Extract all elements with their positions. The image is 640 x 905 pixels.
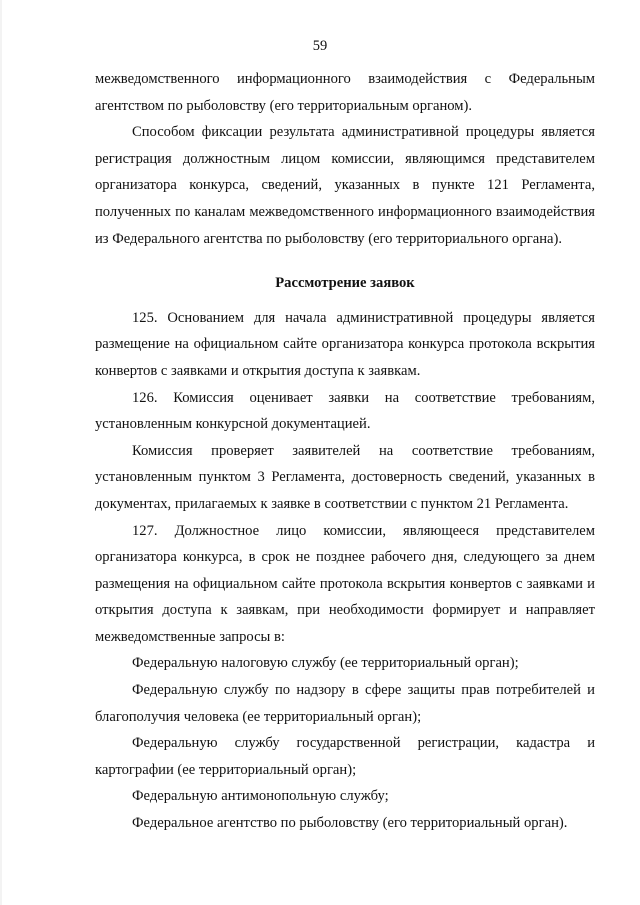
document-body [95, 66, 595, 837]
list-item-fisheries-agency: Федеральное агентство по рыболовству (его территориальный орган). [132, 815, 568, 832]
list-item-tax-service: Федеральную налоговую службу (ее территориальный орган); [132, 655, 519, 672]
paragraph-126-commission: Комиссия проверяет заявителей на соответствие требованиям, установленным пунктом 3 Регламента, достоверность сведений, указанных в документах, прилагаемых к заявке в соответствии с пунктом 21 Регламента. [95, 442, 595, 512]
paragraph-fixation: Способом фиксации результата административной процедуры является регистрация должностным лицом комиссии, являющимся представителем организатора конкурса, сведений, указанных в пункте 121 Регламента, полученных по каналам межведомственного информационного взаимодействия из Федерального агентства по рыболовству (его территориального органа). [95, 124, 595, 247]
paragraph-125: 125. Основанием для начала административной процедуры является размещение на официальном сайте организатора конкурса протокола вскрытия конвертов с заявками и открытия доступа к заявкам. [95, 309, 595, 379]
list-item-registration-service: Федеральную службу государственной регистрации, кадастра и картографии (ее территориальный орган); [95, 735, 595, 778]
paragraph-continuation: межведомственного информационного взаимодействия с Федеральным агентством по рыболовству (его территориальным органом). [95, 71, 595, 114]
paragraph-127: 127. Должностное лицо комиссии, являющееся представителем организатора конкурса, в срок не позднее рабочего дня, следующего за днем размещения на официальном сайте протокола вскрытия конвертов с заявками и открытия доступа к заявкам, при необходимости формирует и направляет межведомственные запросы в: [95, 522, 595, 645]
paragraph-126: 126. Комиссия оценивает заявки на соответствие требованиям, установленным конкурсной документацией. [95, 389, 595, 433]
list-item-consumer-protection: Федеральную службу по надзору в сфере защиты прав потребителей и благополучия человека (ее территориальный орган); [95, 682, 595, 725]
page-number: 59 [312, 38, 328, 54]
section-heading: Рассмотрение заявок [275, 275, 415, 292]
scan-edge [0, 0, 2, 905]
list-item-antimonopoly-service: Федеральную антимонопольную службу; [132, 788, 389, 805]
